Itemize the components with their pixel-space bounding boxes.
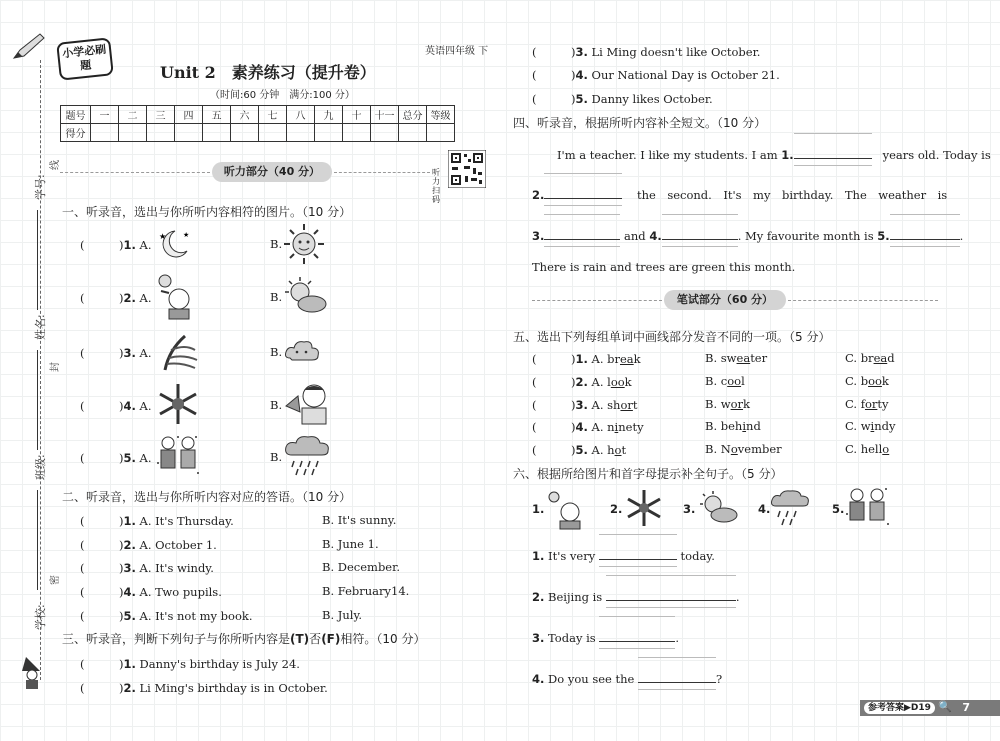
- s3-title-f: (F): [321, 632, 341, 646]
- option-a: A. It's Thursday.: [139, 514, 234, 528]
- s6-item-2: [532, 589, 740, 604]
- score-table-cell: 题号: [61, 106, 91, 124]
- item-number: 5.: [123, 609, 136, 623]
- underlined-letters: or: [864, 397, 878, 411]
- option-a: A.: [139, 399, 152, 413]
- s2-item-3-b: B. December.: [322, 560, 400, 574]
- answer-paren[interactable]: ( ): [532, 352, 576, 366]
- s2-item-1: [80, 513, 234, 529]
- word-part: t: [621, 443, 627, 457]
- score-table-cell: 一: [91, 106, 119, 124]
- item-number: 4.: [123, 399, 136, 413]
- hot-boy-icon: [546, 490, 588, 530]
- s5-item-2-b: [705, 374, 745, 388]
- fan-man-icon: [284, 380, 336, 426]
- option-a: A.: [139, 346, 152, 360]
- word-part: B. sw: [705, 351, 737, 365]
- item-number: 5.: [575, 443, 588, 457]
- blank-number: 4.: [649, 229, 662, 243]
- option-a: A.: [139, 238, 152, 252]
- underlined-letters: i: [742, 419, 747, 433]
- word-part: A. l: [591, 375, 611, 389]
- word-part: ty: [877, 397, 889, 411]
- score-input-cell[interactable]: [91, 124, 119, 142]
- blank-1[interactable]: [794, 147, 872, 159]
- name-line[interactable]: [37, 350, 38, 450]
- passage-text: years old. Today is: [882, 148, 991, 162]
- answer-paren[interactable]: ( ): [80, 681, 124, 695]
- underlined-letters: oo: [610, 375, 625, 389]
- divider: [788, 300, 938, 301]
- word-part: A. sh: [591, 398, 621, 412]
- answer-paren[interactable]: ( ): [80, 538, 124, 552]
- score-table-cell: 二: [119, 106, 147, 124]
- windy-tree-icon: [155, 330, 199, 374]
- listening-section-header: 听力部分（40 分）: [212, 162, 332, 182]
- item-number: 4.: [123, 585, 136, 599]
- s3-item-4: [532, 67, 780, 83]
- item-number: 3.: [123, 561, 136, 575]
- pic-number: 5.: [832, 502, 845, 516]
- answer-paren[interactable]: ( ): [532, 398, 576, 412]
- word-part: C. hell: [845, 442, 883, 456]
- blank-2[interactable]: [544, 187, 622, 199]
- s4-line-4: There is rain and trees are green this month.: [532, 260, 796, 274]
- time-score-note: （时间:60 分钟 满分:100 分）: [210, 90, 355, 101]
- blank-number: 2.: [532, 188, 545, 202]
- score-table-cell: 十一: [371, 106, 399, 124]
- sentence-part: Today is: [548, 631, 596, 645]
- item-number: 1.: [123, 657, 136, 671]
- item-number: 4.: [532, 672, 545, 686]
- word-part: A. br: [591, 352, 620, 366]
- page-footer: [860, 700, 1000, 716]
- item-number: 3.: [575, 398, 588, 412]
- pic-number: 3.: [683, 502, 696, 516]
- s1-item-3-b: B.: [270, 345, 283, 359]
- score-table-cell: 九: [315, 106, 343, 124]
- s2-item-2: [80, 537, 217, 553]
- item-number: 2.: [532, 590, 545, 604]
- sentence-part: It's very: [548, 549, 596, 563]
- field-school: 学校:: [34, 604, 47, 630]
- s5-item-2-c: [845, 374, 889, 388]
- section-4-title: 四、听录音，根据所听内容补全短文。（10 分）: [513, 116, 767, 130]
- answer-paren[interactable]: ( ): [532, 45, 576, 59]
- s6-pic-label: [610, 502, 622, 516]
- word-part: ter: [750, 351, 768, 365]
- score-input-cell[interactable]: [427, 124, 455, 142]
- binder-mark-feng: 封: [50, 362, 61, 372]
- s5-item-3: [532, 397, 638, 413]
- brand-logo: 小学必刷题: [56, 37, 114, 80]
- divider: [60, 172, 210, 173]
- word-part: C. b: [845, 374, 869, 388]
- pic-number: 2.: [610, 502, 623, 516]
- underlined-letters: ea: [736, 351, 751, 365]
- s4-line-3: 3. and 4. . My favourite month is 5. .: [532, 229, 964, 243]
- blank-3[interactable]: [544, 228, 620, 240]
- page-title: Unit 2 素养练习（提升卷）: [160, 63, 376, 82]
- class-line[interactable]: [37, 490, 38, 590]
- word-part: A. n: [591, 420, 615, 434]
- student-id-line[interactable]: [37, 210, 38, 310]
- binder-mark-mi: 密: [50, 575, 61, 585]
- option-a: A. Two pupils.: [139, 585, 222, 599]
- answer-paren[interactable]: ( ): [80, 657, 124, 671]
- fill-blank-1[interactable]: [599, 548, 677, 560]
- answer-paren[interactable]: ( ): [80, 238, 124, 252]
- s1-item-5: [80, 450, 151, 466]
- item-number: 1.: [123, 514, 136, 528]
- answer-paren[interactable]: ( ): [532, 92, 576, 106]
- rain-cloud-icon: [770, 488, 812, 526]
- item-number: 2.: [123, 291, 136, 305]
- score-row-label: 得分: [61, 124, 91, 142]
- qr-label: 听力扫码: [432, 168, 440, 204]
- field-name: 姓名:: [34, 314, 47, 340]
- underlined-letters: o: [730, 442, 738, 456]
- score-table-cell: 四: [175, 106, 203, 124]
- snowflake-icon: [156, 382, 200, 426]
- word-part: C. w: [845, 419, 871, 433]
- score-input-cell[interactable]: [399, 124, 427, 142]
- item-number: 2.: [575, 375, 588, 389]
- score-input-cell[interactable]: [203, 124, 231, 142]
- statement: Li Ming doesn't like October.: [591, 45, 761, 59]
- underlined-letters: or: [620, 398, 633, 412]
- rain-cloud-icon: [284, 433, 332, 477]
- score-input-cell[interactable]: [343, 124, 371, 142]
- underlined-letters: i: [614, 420, 619, 434]
- snowflake-icon: [624, 488, 664, 528]
- score-table-cell: 七: [259, 106, 287, 124]
- s3-item-2: [80, 680, 328, 696]
- statement: Li Ming's birthday is in October.: [139, 681, 328, 695]
- answer-reference[interactable]: 参考答案▶D19: [864, 702, 935, 714]
- section-1-title: 一、听录音，选出与你所听内容相符的图片。（10 分）: [62, 205, 352, 219]
- underlined-letters: o: [614, 443, 622, 457]
- s6-pic-label: [683, 502, 695, 516]
- sentence-part: Do you see the: [548, 672, 635, 686]
- score-input-cell[interactable]: [231, 124, 259, 142]
- cloud-icon: [284, 336, 320, 364]
- sentence-part: ?: [715, 672, 723, 686]
- s1-item-2-b: B.: [270, 290, 283, 304]
- item-number: 5.: [575, 92, 588, 106]
- underlined-letters: or: [730, 397, 744, 411]
- word-part: B. w: [705, 397, 731, 411]
- s6-pic-label: [758, 502, 770, 516]
- word-part: A. h: [591, 443, 615, 457]
- item-number: 1.: [532, 549, 545, 563]
- item-number: 2.: [123, 538, 136, 552]
- score-table-cell: 三: [147, 106, 175, 124]
- field-student-id: 学号:: [34, 174, 47, 200]
- s5-item-4-c: [845, 419, 896, 433]
- s5-item-3-c: [845, 397, 889, 411]
- s2-item-1-b: B. It's sunny.: [322, 513, 397, 527]
- passage-text: the second. It's my birthday. The weather is: [637, 188, 948, 202]
- s2-item-2-b: B. June 1.: [322, 537, 379, 551]
- word-part: vember: [737, 442, 782, 456]
- s6-item-1: [532, 548, 715, 563]
- field-class: 班级:: [34, 454, 47, 480]
- underlined-letters: i: [870, 419, 875, 433]
- score-table-cell: 等级: [427, 106, 455, 124]
- score-input-cell[interactable]: [147, 124, 175, 142]
- option-a: A.: [139, 291, 152, 305]
- passage-text: and: [624, 229, 646, 243]
- s1-item-1-b: B.: [270, 237, 283, 251]
- s5-item-5: [532, 442, 626, 458]
- sun-cloud-icon: [282, 276, 328, 316]
- statement: Danny's birthday is July 24.: [139, 657, 300, 671]
- score-input-cell[interactable]: [175, 124, 203, 142]
- underlined-letters: ea: [873, 351, 888, 365]
- s5-item-1-c: [845, 351, 895, 365]
- writing-section-header: 笔试部分（60 分）: [664, 290, 786, 310]
- blank-4[interactable]: [662, 228, 738, 240]
- word-part: k: [881, 374, 889, 388]
- word-part: ndy: [874, 419, 896, 433]
- sentence-part: .: [675, 631, 679, 645]
- word-part: B. c: [705, 374, 728, 388]
- underlined-letters: oo: [868, 374, 882, 388]
- score-input-cell[interactable]: [119, 124, 147, 142]
- magnifier-icon: 🔍: [938, 700, 952, 713]
- score-table-cell: 十: [343, 106, 371, 124]
- s2-item-5: [80, 608, 253, 624]
- s4-line-2: [532, 187, 947, 203]
- answer-paren[interactable]: ( ): [80, 346, 124, 360]
- page-number: 7: [962, 701, 970, 714]
- passage-text: . My favourite month is: [737, 229, 874, 243]
- score-table-cell: 八: [287, 106, 315, 124]
- s1-item-4-b: B.: [270, 398, 283, 412]
- answer-paren[interactable]: ( ): [80, 514, 124, 528]
- option-a: A. October 1.: [139, 538, 217, 552]
- score-input-cell[interactable]: [315, 124, 343, 142]
- section-6-title: 六、根据所给图片和首字母提示补全句子。（5 分）: [513, 467, 783, 481]
- word-part: k: [743, 397, 750, 411]
- s1-item-2: [80, 290, 151, 306]
- s2-item-4-b: B. February14.: [322, 584, 410, 598]
- svg-text:★: ★: [183, 231, 190, 239]
- section-3-title: [62, 630, 425, 647]
- svg-text:★: ★: [159, 232, 167, 241]
- score-input-cell[interactable]: [287, 124, 315, 142]
- underlined-letters: oo: [727, 374, 742, 388]
- sun-icon: [282, 222, 326, 266]
- item-number: 4.: [575, 420, 588, 434]
- sentence-part: .: [735, 590, 740, 604]
- fill-blank-2[interactable]: [606, 589, 736, 601]
- word-part: nd: [746, 419, 761, 433]
- s4-line-1: [557, 147, 991, 162]
- word-part: l: [741, 374, 745, 388]
- word-part: B. N: [705, 442, 731, 456]
- s1-item-5-b: B.: [270, 450, 283, 464]
- underlined-letters: o: [882, 442, 890, 456]
- divider: [532, 300, 662, 301]
- section-2-title: 二、听录音，选出与你所听内容对应的答语。（10 分）: [62, 490, 352, 504]
- s1-item-3: [80, 345, 151, 361]
- cold-kids-icon: [156, 433, 202, 479]
- binding-margin: [0, 0, 61, 741]
- word-part: k: [633, 352, 641, 366]
- cut-line: [40, 60, 41, 680]
- s2-item-5-b: B. July.: [322, 608, 363, 622]
- word-part: d: [887, 351, 895, 365]
- grade-label: 英语四年级 下: [425, 46, 489, 57]
- option-a: A. It's windy.: [139, 561, 214, 575]
- item-number: 3.: [575, 45, 588, 59]
- blank-5[interactable]: [890, 228, 960, 240]
- option-a: A. It's not my book.: [139, 609, 253, 623]
- word-part: nety: [618, 420, 644, 434]
- s6-pic-label: [832, 502, 844, 516]
- score-table-cell: 总分: [399, 106, 427, 124]
- pic-number: 4.: [758, 502, 771, 516]
- s5-item-2: [532, 374, 632, 390]
- word-part: C. br: [845, 351, 874, 365]
- sentence-part: today.: [680, 549, 715, 563]
- s6-pic-label: [532, 502, 544, 516]
- answer-paren[interactable]: ( ): [80, 451, 124, 465]
- cold-kids-icon: [845, 486, 891, 528]
- answer-paren[interactable]: ( ): [80, 291, 124, 305]
- s5-item-5-c: [845, 442, 889, 456]
- s3-title-post: 相符。（10 分）: [340, 632, 426, 646]
- pic-number: 1.: [532, 502, 545, 516]
- score-input-cell[interactable]: [259, 124, 287, 142]
- s3-title-t: (T): [290, 632, 310, 646]
- s3-item-1: [80, 656, 300, 672]
- item-number: 1.: [123, 238, 136, 252]
- s2-item-4: [80, 584, 222, 600]
- item-number: 3.: [532, 631, 545, 645]
- item-number: 3.: [123, 346, 136, 360]
- score-table-cell: 五: [203, 106, 231, 124]
- word-part: k: [624, 375, 632, 389]
- s1-item-1: [80, 237, 151, 253]
- s2-item-3: [80, 560, 214, 576]
- underlined-letters: ea: [620, 352, 634, 366]
- s3-title-mid: 否: [309, 632, 322, 646]
- answer-paren[interactable]: ( ): [532, 443, 576, 457]
- hot-boy-icon: [155, 273, 199, 321]
- sentence-part: Beijing is: [548, 590, 603, 604]
- s1-item-4: [80, 398, 151, 414]
- score-table-score-row: [61, 124, 455, 142]
- witch-icon: [18, 655, 48, 691]
- s5-item-1: [532, 351, 641, 367]
- score-table: [60, 105, 455, 142]
- s6-item-3: [532, 630, 679, 645]
- answer-paren[interactable]: ( ): [532, 420, 576, 434]
- divider: [334, 172, 430, 173]
- blank-number: 3.: [532, 229, 545, 243]
- score-table-cell: 六: [231, 106, 259, 124]
- word-part: t: [632, 398, 638, 412]
- answer-paren[interactable]: ( ): [80, 585, 124, 599]
- s5-item-4: [532, 419, 644, 435]
- answer-paren[interactable]: ( ): [80, 609, 124, 623]
- statement: Our National Day is October 21.: [591, 68, 780, 82]
- option-a: A.: [139, 451, 152, 465]
- s3-item-3: [532, 44, 760, 60]
- s5-item-1-b: [705, 351, 767, 365]
- item-number: 2.: [123, 681, 136, 695]
- s5-item-5-b: [705, 442, 782, 456]
- binder-mark-xian: 线: [50, 160, 61, 170]
- word-part: C. f: [845, 397, 865, 411]
- fill-blank-4[interactable]: [638, 671, 716, 683]
- answer-paren[interactable]: ( ): [80, 399, 124, 413]
- fill-blank-3[interactable]: [599, 630, 675, 642]
- answer-paren[interactable]: ( ): [80, 561, 124, 575]
- item-number: 1.: [575, 352, 588, 366]
- blank-number: 1.: [781, 148, 794, 162]
- sun-cloud-icon: [697, 490, 739, 526]
- score-table-header-row: [61, 106, 455, 124]
- s3-title-pre: 三、听录音，判断下列句子与你所听内容是: [62, 632, 291, 646]
- s5-item-3-b: [705, 397, 750, 411]
- blank-number: 5.: [877, 229, 890, 243]
- score-input-cell[interactable]: [371, 124, 399, 142]
- statement: Danny likes October.: [591, 92, 713, 106]
- item-number: 5.: [123, 451, 136, 465]
- s6-item-4: [532, 671, 722, 686]
- item-number: 4.: [575, 68, 588, 82]
- s5-item-4-b: [705, 419, 761, 433]
- answer-paren[interactable]: ( ): [532, 68, 576, 82]
- word-part: B. beh: [705, 419, 743, 433]
- moon-icon: [155, 227, 191, 261]
- s3-item-5: [532, 91, 713, 107]
- qr-code-icon[interactable]: [448, 150, 486, 188]
- passage-text: I'm a teacher. I like my students. I am: [557, 148, 778, 162]
- pencil-icon: [10, 30, 46, 62]
- section-5-title: 五、选出下列每组单词中画线部分发音不同的一项。（5 分）: [513, 330, 831, 344]
- answer-paren[interactable]: ( ): [532, 375, 576, 389]
